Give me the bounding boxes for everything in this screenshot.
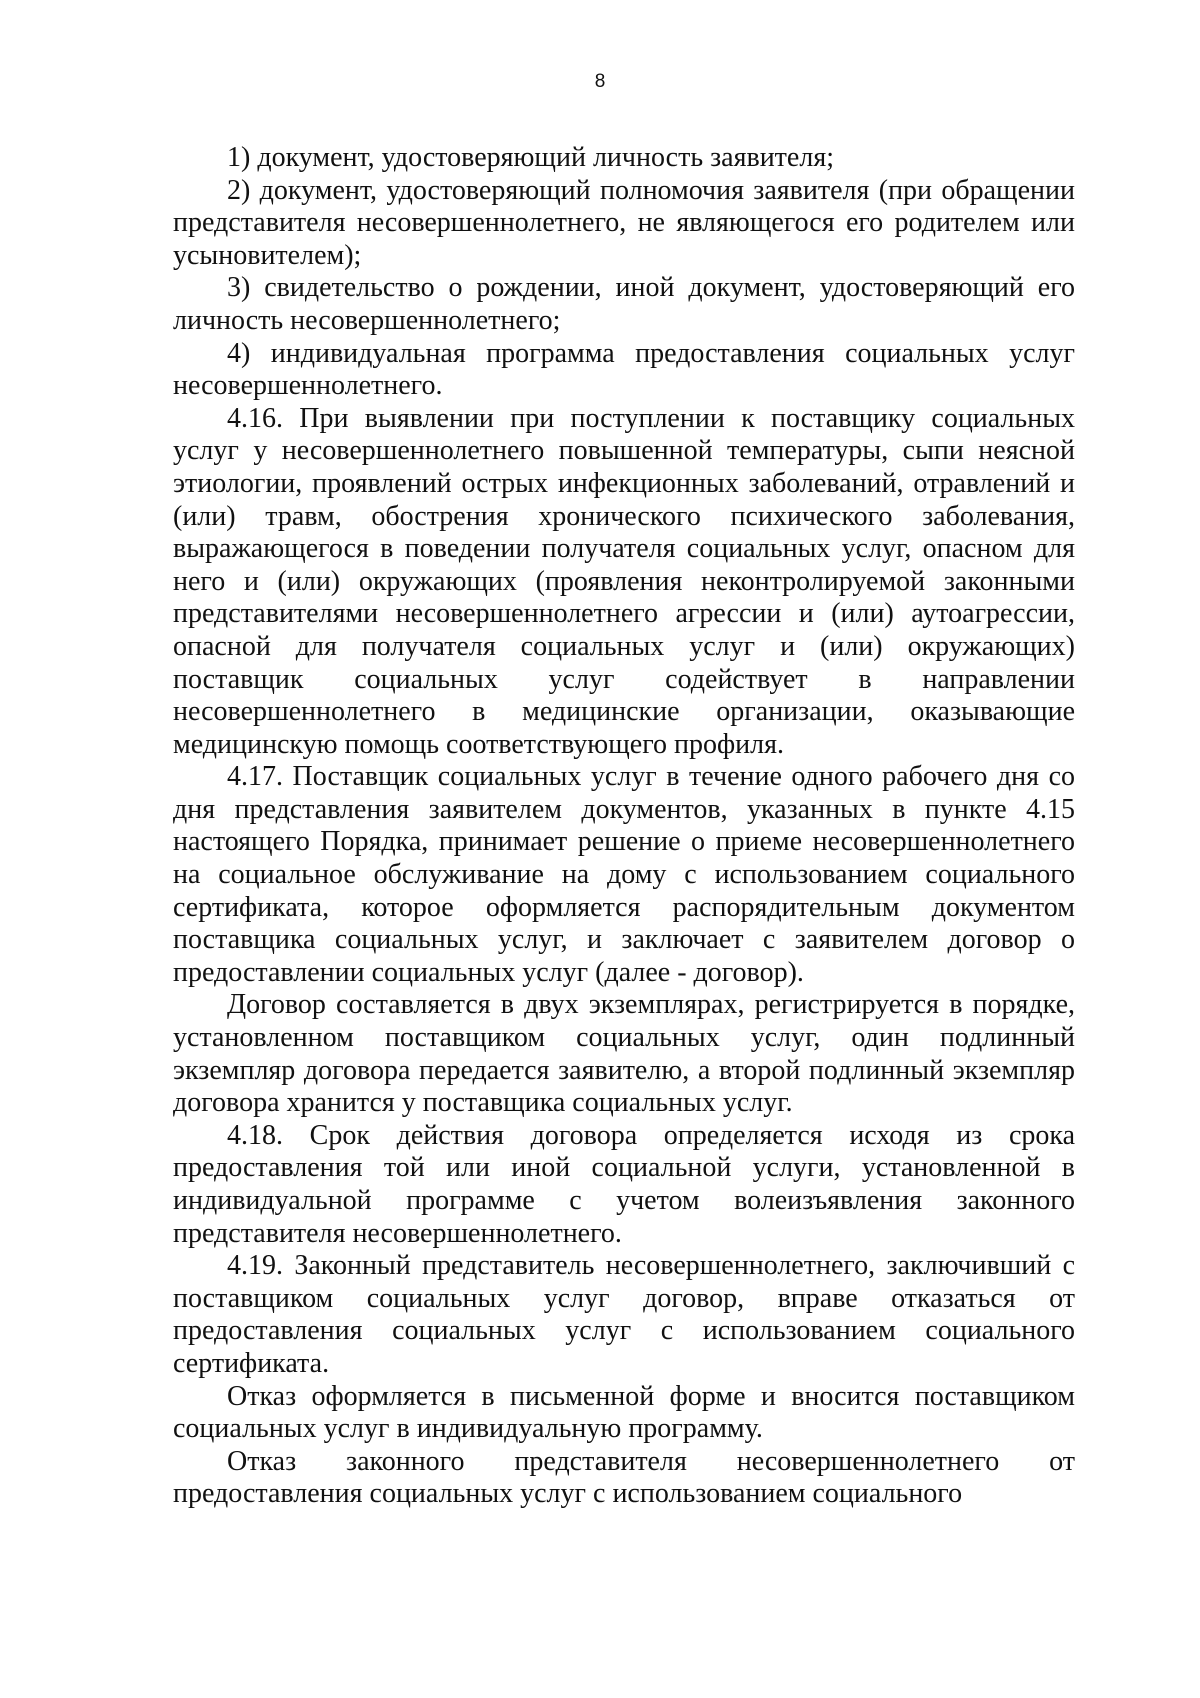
clause-4-18: 4.18. Срок действия договора определяется исходя из срока предоставления той или иной социальной услуги, установленной в индивидуальной программе с учетом волеизъявления законного представителя несовершеннолетнего. [173, 1119, 1075, 1249]
clause-4-19: 4.19. Законный представитель несовершеннолетнего, заключивший с поставщиком социальных услуг договор, вправе отказаться от предоставления социальных услуг с использованием социального сертификата. [173, 1250, 1075, 1379]
list-item-authority-document: 2) документ, удостоверяющий полномочия заявителя (при обращении представителя несовершеннолетнего, не являющегося его родителем или усыновителем); [173, 174, 1075, 271]
paragraph-refusal-continued: Отказ законного представителя несовершеннолетнего от предоставления социальных услуг с использованием социального [173, 1445, 1075, 1510]
list-item-birth-certificate: 3) свидетельство о рождении, иной документ, удостоверяющий его личность несовершеннолетнего; [173, 272, 1075, 336]
paragraph-refusal-form: Отказ оформляется в письменной форме и вносится поставщиком социальных услуг в индивидуальную программу. [173, 1380, 1075, 1445]
clause-4-16: 4.16. При выявлении при поступлении к поставщику социальных услуг у несовершеннолетнего повышенной температуры, сыпи неясной этиологии, проявлений острых инфекционных заболеваний, отравлений и (или) травм, обострения хронического психического заболевания, выражающегося в поведении получателя социальных услуг, опасном для него и (или) окружающих (проявления неконтролируемой законными представителями несовершеннолетнего агрессии и (или) аутоагрессии, опасной для получателя социальных услуг и (или) окружающих) поставщик социальных услуг содействует в направлении несовершеннолетнего в медицинские организации, оказывающие медицинскую помощь соответствующего профиля. [173, 402, 1075, 760]
list-item-identity-document: 1) документ, удостоверяющий личность заявителя; [227, 142, 834, 173]
clause-4-17: 4.17. Поставщик социальных услуг в течение одного рабочего дня со дня представления заявителем документов, указанных в пункте 4.15 настоящего Порядка, принимает решение о приеме несовершеннолетнего на социальное обслуживание на дому с использованием социального сертификата, которое оформляется распорядительным документом поставщика социальных услуг, и заключает с заявителем договор о предоставлении социальных услуг (далее - договор). [173, 761, 1075, 988]
list-item-individual-program: 4) индивидуальная программа предоставления социальных услуг несовершеннолетнего. [173, 337, 1075, 402]
document-body [173, 142, 1075, 1511]
page-number: 8 [594, 71, 606, 92]
paragraph-contract-copies: Договор составляется в двух экземплярах, регистрируется в порядке, установленном поставщиком социальных услуг, один подлинный экземпляр договора передается заявителю, а второй подлинный экземпляр договора хранится у поставщика социальных услуг. [173, 989, 1075, 1119]
